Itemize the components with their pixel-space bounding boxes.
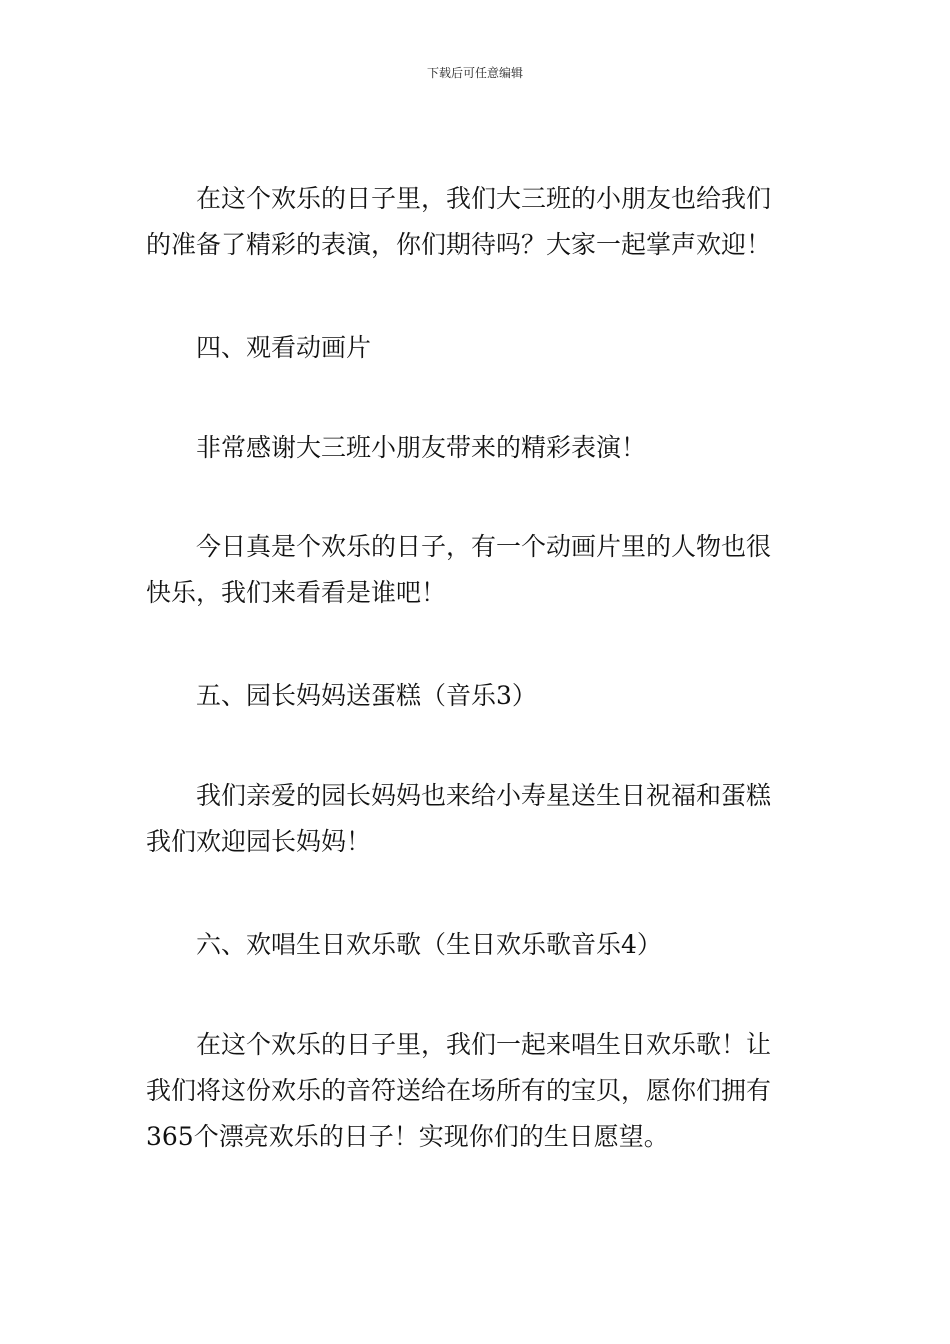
paragraph-thanks: [146, 425, 811, 471]
section-heading-6: [146, 922, 811, 968]
paragraph-line: 我们亲爱的园长妈妈也来给小寿星送生日祝福和蛋糕: [196, 781, 772, 810]
paragraph-performance-intro: [146, 176, 811, 268]
paragraph-cartoon-intro: [146, 524, 811, 616]
paragraph-principal-cake: [146, 773, 811, 865]
paragraph-line: 非常感谢大三班小朋友带来的精彩表演！: [196, 433, 647, 462]
paragraph-line: 我们欢迎园长妈妈！: [146, 827, 372, 856]
paragraph-line: 今日真是个欢乐的日子，有一个动画片里的人物也很: [196, 532, 772, 561]
paragraph-line: 365个漂亮欢乐的日子！实现你们的生日愿望。: [146, 1122, 669, 1151]
paragraph-line: 快乐，我们来看看是谁吧！: [146, 578, 447, 607]
paragraph-line: 我们将这份欢乐的音符送给在场所有的宝贝，愿你们拥有: [146, 1076, 772, 1105]
section-heading-5: [146, 673, 811, 719]
paragraph-line: 的准备了精彩的表演，你们期待吗？大家一起掌声欢迎！: [146, 230, 772, 259]
section-heading-4: [146, 325, 811, 371]
paragraph-line: 在这个欢乐的日子里，我们一起来唱生日欢乐歌！让: [196, 1030, 772, 1059]
heading-text: 四、观看动画片: [196, 333, 372, 362]
page-header: 下载后可任意编辑: [426, 66, 523, 80]
paragraph-birthday-song: [146, 1022, 811, 1160]
heading-text: 五、园长妈妈送蛋糕（音乐3）: [196, 681, 537, 710]
paragraph-line: 在这个欢乐的日子里，我们大三班的小朋友也给我们: [196, 184, 772, 213]
heading-text: 六、欢唱生日欢乐歌（生日欢乐歌音乐4）: [196, 930, 662, 959]
